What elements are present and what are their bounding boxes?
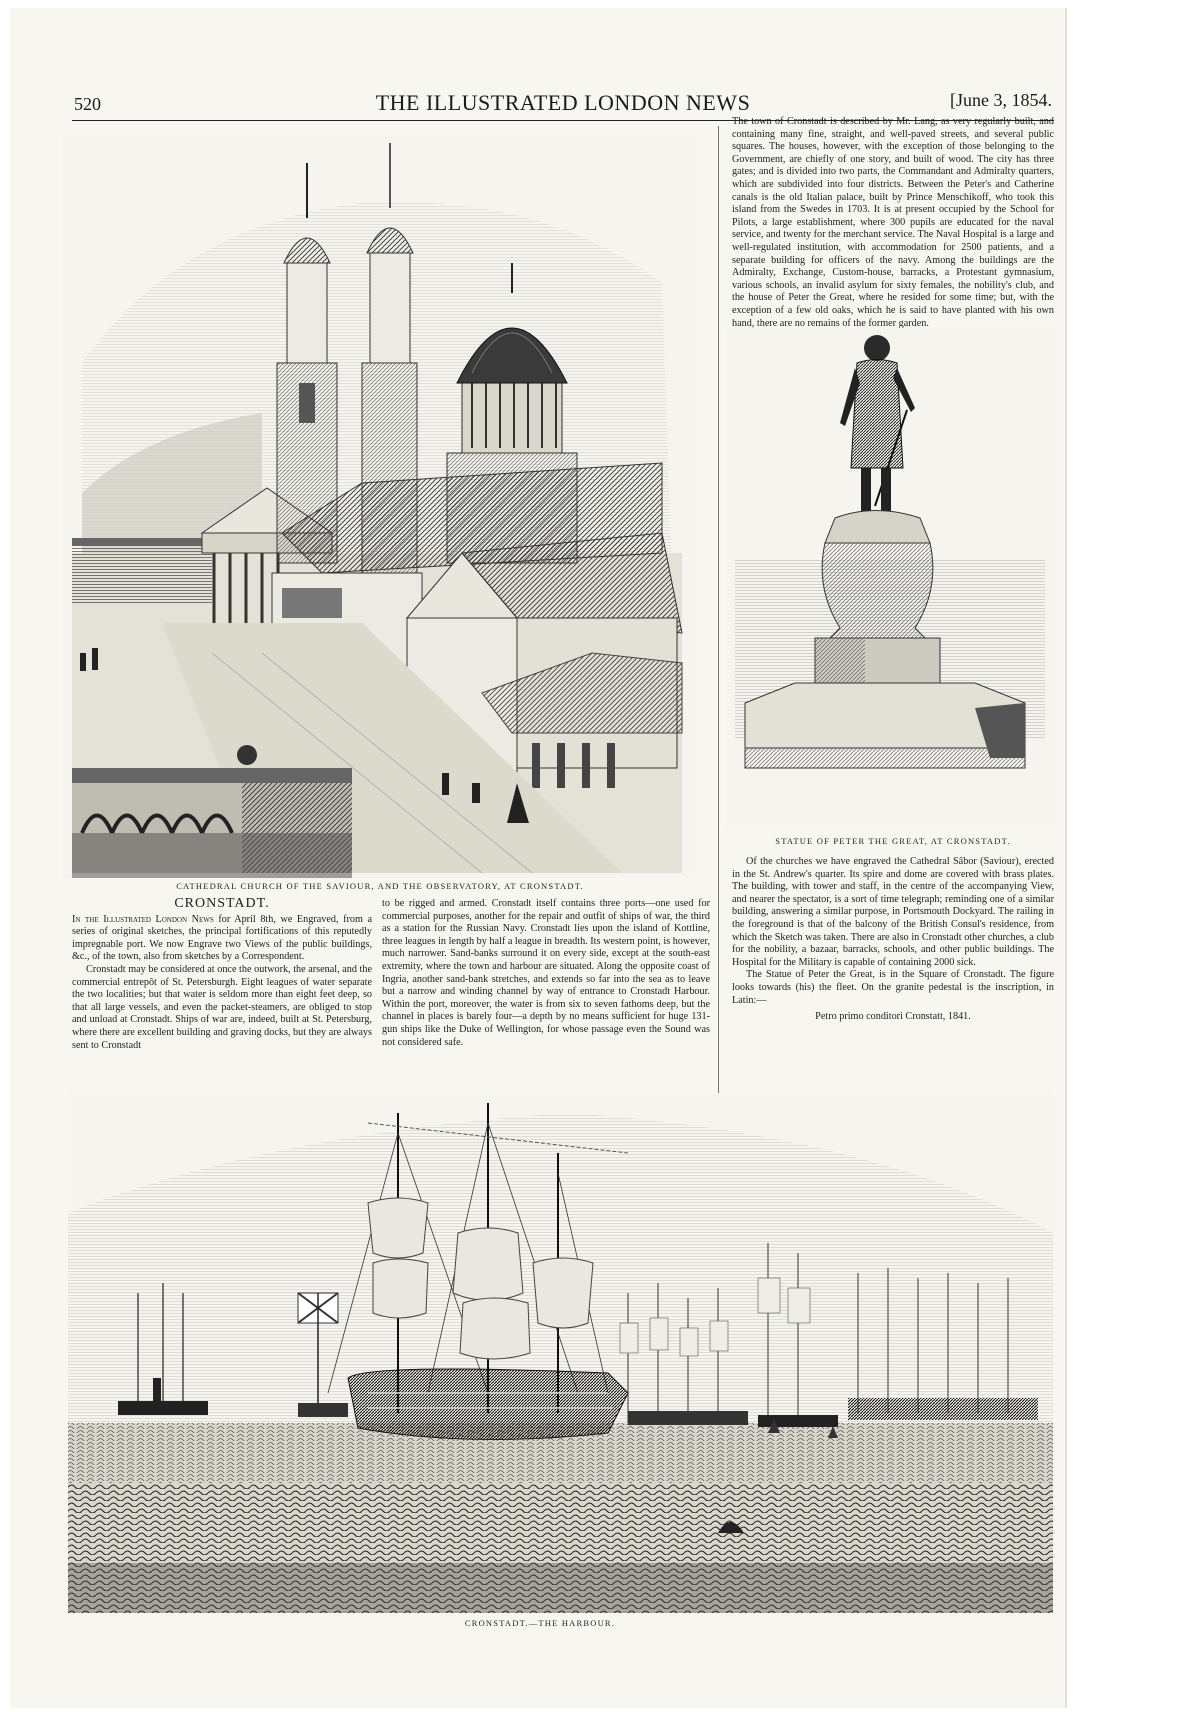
intro-paragraph <box>72 914 372 964</box>
article-column-2 <box>382 898 710 1049</box>
svg-text:· · ·: · · · <box>868 574 878 580</box>
intro-text: for April 8th, we Engraved, from a series of original sketches, the principal fortifications of this reputedly impregnable port. We now Engrave two Views of the public buildings, &c., of the town, also from sketches by a Correspondent. <box>72 913 372 963</box>
cathedral-illustration <box>62 133 694 878</box>
statue-illustration <box>725 328 1055 828</box>
latin-inscription: Petro primo conditori Cronstatt, 1841. <box>815 1011 971 1023</box>
ports-paragraph: to be rigged and armed. Cronstadt itself contains three ports—one used for commercial purposes, another for the repair and outfit of ships of war, the third as a station for the Russian Navy. Cronstadt lies upon the island of Kottline, three leagues in length by half a league in breadth. Its western point, is however, much narrower. Sand-banks surround it on every side, except at the south-east extremity, where the town and harbour are situated. Along the opposite coast of Ingria, another sand-bank stretches, and extends so far into the sea as to leave but a narrow and winding channel by way of entrance to Cronstadt Harbour. Within the port, moreover, the water is from six to seven fathoms deep, but the channel in places is barely four—a depth by no means sufficient for huge 131-gun ships like the Duke of Wellington, for whose passage even the Sound was not considered safe. <box>382 898 710 1048</box>
issue-date: [June 3, 1854. <box>950 90 1052 110</box>
town-description-paragraph: The town of Cronstadt is described by Mr. Lang, as very regularly built, and containing many fine, straight, and well-paved streets, and several public squares. The houses, however, with the exception of those belonging to the Government, are chiefly of one story, and built of wood. The city has three gates; and is divided into two parts, the Commandant and Admiralty quarters, which are subdivided into four districts. Between the Peter's and Catherine canals is the old Italian palace, built by Prince Menschikoff, who took this island from the Swedes in 1703. It is at present occupied by the School for Pilots, a large establishment, where 300 pupils are educated for the naval service, and twenty for the merchant service. The Naval Hospital is a large and well-regulated institution, with accommodation for 2500 patients, and a separate building for officers of the navy. Among the buildings are the Admiralty, Exchange, Custom-house, barracks, a Protestant gymnasium, various schools, an invalid asylum for sixty females, the nobility's club, and the house of Peter the Great, where he resided for some time; but, with the exception of a few old oaks, which he is said to have planted with his own hand, there are no remains of the former garden. <box>732 116 1054 329</box>
harbour-illustration <box>68 1093 1053 1613</box>
page-number: 520 <box>74 94 101 114</box>
newspaper-title: THE ILLUSTRATED LONDON NEWS <box>375 90 751 115</box>
churches-paragraph: Of the churches we have engraved the Cathedral Sâbor (Saviour), erected in the St. Andrew's quarter. Its spire and dome are covered with brass plates. The building, with tower and staff, in the centre of the accompanying View, and nearer the spectator, is a sort of time telegraph; reminding one of a similar building, answering a similar purpose, in Portsmouth Dockyard. The railing in the foreground is that of the balcony of the British Consul's residence, from which the Sketch was taken. There are also in Cronstadt other churches, a club for the nobility, a bazaar, barracks, schools, and other public buildings. The Hospital for the Military is capable of containing 2000 sick. <box>732 856 1054 968</box>
article-column-1 <box>72 898 372 1052</box>
intro-lead: In the Illustrated London News <box>72 913 214 925</box>
right-column-top-text <box>732 116 1054 330</box>
column-rule <box>718 126 719 1186</box>
statue-caption: STATUE OF PETER THE GREAT, AT CRONSTADT. <box>775 836 1011 846</box>
statue-paragraph: The Statue of Peter the Great, is in the Square of Cronstadt. The figure looks towards (his) the fleet. On the granite pedestal is the inscription, in Latin:— <box>732 969 1054 1006</box>
cathedral-engraving <box>62 133 694 878</box>
article-heading: CRONSTADT. <box>174 896 270 911</box>
outwork-paragraph: Cronstadt may be considered at once the outwork, the arsenal, and the commercial entrepôt of St. Petersburgh. Eight leagues of water separate the two localities; but that water is seldom more than eight feet deep, so that all large vessels, and even the packet-steamers, are obliged to stop and unload at Cronstadt. Ships of war are, indeed, built at St. Petersburg, where there are excellent building and graving docks, but they are always sent to Cronstadt <box>72 963 372 1051</box>
newspaper-page <box>10 8 1065 1708</box>
harbour-engraving <box>68 1093 1053 1613</box>
harbour-caption: CRONSTADT.—THE HARBOUR. <box>464 1618 616 1628</box>
cathedral-caption: CATHEDRAL CHURCH OF THE SAVIOUR, AND THE OBSERVATORY, AT CRONSTADT. <box>176 881 584 891</box>
article-column-3 <box>732 856 1054 1024</box>
statue-engraving <box>725 328 1055 828</box>
masthead <box>72 80 1054 121</box>
